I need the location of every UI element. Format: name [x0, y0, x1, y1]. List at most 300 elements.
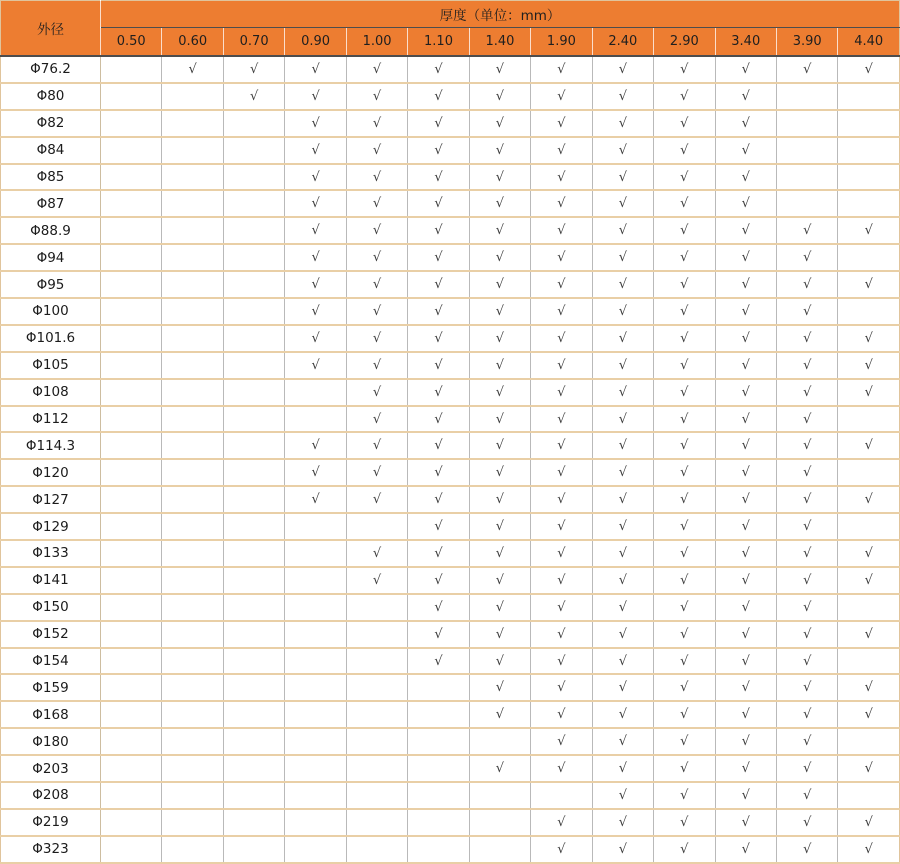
availability-check: √ [285, 271, 346, 298]
availability-empty [223, 325, 284, 352]
availability-check: √ [346, 190, 407, 217]
availability-empty [101, 836, 162, 863]
availability-check: √ [715, 217, 776, 244]
diameter-cell: Φ323 [1, 836, 101, 863]
availability-empty [223, 190, 284, 217]
availability-empty [101, 379, 162, 406]
availability-check: √ [776, 56, 837, 83]
availability-empty [101, 809, 162, 836]
availability-empty [101, 648, 162, 675]
availability-check: √ [285, 164, 346, 191]
table-row [1, 648, 900, 675]
availability-check: √ [715, 352, 776, 379]
availability-empty [223, 271, 284, 298]
diameter-cell: Φ114.3 [1, 432, 101, 459]
availability-check: √ [346, 459, 407, 486]
table-row [1, 137, 900, 164]
availability-check: √ [162, 56, 223, 83]
availability-empty [223, 459, 284, 486]
availability-check: √ [531, 567, 592, 594]
availability-check: √ [838, 352, 900, 379]
availability-check: √ [592, 540, 653, 567]
availability-check: √ [469, 540, 530, 567]
availability-check: √ [592, 244, 653, 271]
availability-check: √ [776, 594, 837, 621]
availability-check: √ [776, 432, 837, 459]
availability-check: √ [346, 56, 407, 83]
column-header-1.40: 1.40 [469, 28, 530, 57]
availability-check: √ [408, 621, 469, 648]
availability-empty [162, 486, 223, 513]
table-row [1, 217, 900, 244]
availability-check: √ [715, 648, 776, 675]
availability-check: √ [469, 244, 530, 271]
availability-check: √ [592, 137, 653, 164]
availability-empty [469, 728, 530, 755]
availability-check: √ [592, 782, 653, 809]
table-row [1, 432, 900, 459]
availability-check: √ [408, 110, 469, 137]
availability-empty [223, 809, 284, 836]
availability-check: √ [838, 432, 900, 459]
availability-empty [223, 540, 284, 567]
availability-check: √ [408, 513, 469, 540]
availability-empty [285, 782, 346, 809]
availability-check: √ [592, 728, 653, 755]
table-row [1, 728, 900, 755]
availability-check: √ [715, 594, 776, 621]
availability-check: √ [408, 298, 469, 325]
availability-check: √ [469, 271, 530, 298]
availability-check: √ [531, 379, 592, 406]
availability-empty [101, 271, 162, 298]
availability-check: √ [531, 325, 592, 352]
availability-empty [223, 486, 284, 513]
availability-check: √ [285, 432, 346, 459]
table-row [1, 701, 900, 728]
availability-check: √ [715, 432, 776, 459]
availability-check: √ [531, 352, 592, 379]
table-row [1, 836, 900, 863]
diameter-cell: Φ85 [1, 164, 101, 191]
availability-check: √ [776, 459, 837, 486]
availability-check: √ [838, 674, 900, 701]
availability-check: √ [776, 379, 837, 406]
table-row [1, 379, 900, 406]
availability-check: √ [715, 513, 776, 540]
availability-check: √ [469, 325, 530, 352]
availability-check: √ [592, 432, 653, 459]
availability-check: √ [469, 406, 530, 433]
table-row [1, 56, 900, 83]
availability-empty [223, 110, 284, 137]
diameter-cell: Φ154 [1, 648, 101, 675]
availability-empty [223, 621, 284, 648]
availability-check: √ [776, 325, 837, 352]
availability-empty [223, 513, 284, 540]
availability-check: √ [715, 459, 776, 486]
availability-check: √ [654, 674, 715, 701]
availability-empty [838, 782, 900, 809]
availability-check: √ [469, 352, 530, 379]
availability-empty [838, 298, 900, 325]
availability-check: √ [776, 217, 837, 244]
availability-check: √ [715, 379, 776, 406]
diameter-cell: Φ203 [1, 755, 101, 782]
availability-check: √ [592, 190, 653, 217]
availability-check: √ [531, 486, 592, 513]
availability-check: √ [838, 379, 900, 406]
table-row [1, 83, 900, 110]
table-row [1, 594, 900, 621]
availability-empty [101, 728, 162, 755]
availability-check: √ [776, 406, 837, 433]
availability-check: √ [469, 674, 530, 701]
availability-empty [223, 648, 284, 675]
availability-check: √ [531, 836, 592, 863]
availability-check: √ [285, 110, 346, 137]
availability-check: √ [715, 836, 776, 863]
availability-empty [162, 621, 223, 648]
availability-empty [223, 836, 284, 863]
availability-check: √ [285, 459, 346, 486]
availability-empty [838, 406, 900, 433]
availability-check: √ [715, 486, 776, 513]
availability-check: √ [654, 406, 715, 433]
availability-check: √ [776, 513, 837, 540]
table-row [1, 271, 900, 298]
availability-check: √ [408, 137, 469, 164]
availability-check: √ [654, 809, 715, 836]
availability-check: √ [469, 567, 530, 594]
availability-check: √ [469, 594, 530, 621]
availability-empty [469, 782, 530, 809]
availability-check: √ [592, 674, 653, 701]
availability-empty [162, 190, 223, 217]
availability-empty [101, 755, 162, 782]
availability-empty [101, 164, 162, 191]
availability-check: √ [408, 567, 469, 594]
availability-empty [223, 432, 284, 459]
table-body [1, 56, 900, 863]
availability-check: √ [592, 836, 653, 863]
diameter-cell: Φ82 [1, 110, 101, 137]
availability-empty [162, 325, 223, 352]
availability-check: √ [654, 164, 715, 191]
availability-check: √ [838, 271, 900, 298]
availability-check: √ [285, 298, 346, 325]
availability-empty [101, 110, 162, 137]
availability-empty [838, 190, 900, 217]
availability-check: √ [469, 701, 530, 728]
availability-check: √ [776, 271, 837, 298]
availability-check: √ [838, 567, 900, 594]
availability-check: √ [654, 217, 715, 244]
availability-empty [162, 459, 223, 486]
availability-check: √ [715, 755, 776, 782]
availability-empty [346, 701, 407, 728]
availability-empty [346, 594, 407, 621]
availability-check: √ [654, 56, 715, 83]
availability-check: √ [715, 298, 776, 325]
availability-check: √ [285, 137, 346, 164]
availability-empty [223, 406, 284, 433]
availability-check: √ [592, 352, 653, 379]
availability-check: √ [285, 190, 346, 217]
availability-check: √ [469, 217, 530, 244]
availability-check: √ [654, 83, 715, 110]
availability-check: √ [408, 164, 469, 191]
availability-empty [162, 110, 223, 137]
table-row [1, 325, 900, 352]
diameter-cell: Φ152 [1, 621, 101, 648]
diameter-cell: Φ95 [1, 271, 101, 298]
availability-check: √ [776, 674, 837, 701]
availability-empty [346, 513, 407, 540]
availability-empty [162, 164, 223, 191]
availability-check: √ [469, 137, 530, 164]
availability-check: √ [531, 406, 592, 433]
table-row [1, 755, 900, 782]
availability-check: √ [776, 540, 837, 567]
availability-check: √ [531, 674, 592, 701]
column-header-1.90: 1.90 [531, 28, 592, 57]
availability-empty [162, 782, 223, 809]
availability-check: √ [776, 701, 837, 728]
availability-check: √ [838, 755, 900, 782]
availability-empty [776, 164, 837, 191]
availability-check: √ [408, 56, 469, 83]
availability-check: √ [531, 190, 592, 217]
availability-check: √ [838, 836, 900, 863]
availability-empty [162, 432, 223, 459]
availability-check: √ [654, 432, 715, 459]
availability-check: √ [715, 406, 776, 433]
availability-check: √ [654, 567, 715, 594]
availability-check: √ [346, 137, 407, 164]
column-header-3.40: 3.40 [715, 28, 776, 57]
availability-empty [469, 809, 530, 836]
availability-empty [285, 674, 346, 701]
availability-check: √ [469, 621, 530, 648]
diameter-cell: Φ105 [1, 352, 101, 379]
availability-empty [101, 217, 162, 244]
availability-check: √ [592, 406, 653, 433]
availability-empty [101, 298, 162, 325]
availability-check: √ [531, 217, 592, 244]
table-row [1, 540, 900, 567]
availability-check: √ [592, 110, 653, 137]
availability-check: √ [654, 782, 715, 809]
availability-check: √ [531, 244, 592, 271]
availability-check: √ [469, 56, 530, 83]
availability-check: √ [285, 352, 346, 379]
availability-check: √ [715, 621, 776, 648]
availability-empty [162, 379, 223, 406]
availability-check: √ [469, 83, 530, 110]
availability-check: √ [408, 406, 469, 433]
availability-check: √ [715, 325, 776, 352]
availability-check: √ [776, 648, 837, 675]
availability-empty [346, 755, 407, 782]
availability-check: √ [531, 755, 592, 782]
availability-check: √ [346, 298, 407, 325]
table-row [1, 459, 900, 486]
availability-empty [285, 836, 346, 863]
availability-check: √ [408, 432, 469, 459]
availability-empty [223, 701, 284, 728]
availability-check: √ [654, 110, 715, 137]
header-row-columns [1, 28, 900, 57]
availability-check: √ [469, 648, 530, 675]
availability-empty [776, 137, 837, 164]
availability-check: √ [776, 782, 837, 809]
availability-check: √ [776, 728, 837, 755]
availability-empty [101, 594, 162, 621]
availability-empty [223, 755, 284, 782]
availability-empty [346, 648, 407, 675]
availability-empty [776, 110, 837, 137]
availability-check: √ [715, 674, 776, 701]
diameter-cell: Φ94 [1, 244, 101, 271]
diameter-cell: Φ88.9 [1, 217, 101, 244]
availability-check: √ [592, 271, 653, 298]
availability-empty [223, 379, 284, 406]
availability-empty [101, 486, 162, 513]
availability-check: √ [654, 594, 715, 621]
availability-check: √ [346, 540, 407, 567]
availability-check: √ [285, 217, 346, 244]
availability-check: √ [531, 271, 592, 298]
availability-empty [223, 244, 284, 271]
availability-check: √ [715, 540, 776, 567]
availability-check: √ [654, 352, 715, 379]
availability-empty [162, 648, 223, 675]
availability-check: √ [531, 540, 592, 567]
availability-check: √ [346, 325, 407, 352]
availability-empty [101, 701, 162, 728]
availability-check: √ [469, 110, 530, 137]
diameter-cell: Φ112 [1, 406, 101, 433]
availability-empty [162, 836, 223, 863]
availability-check: √ [346, 110, 407, 137]
availability-empty [162, 137, 223, 164]
availability-empty [223, 298, 284, 325]
availability-empty [162, 217, 223, 244]
availability-check: √ [592, 298, 653, 325]
availability-check: √ [469, 755, 530, 782]
diameter-cell: Φ87 [1, 190, 101, 217]
availability-check: √ [223, 83, 284, 110]
table-row [1, 674, 900, 701]
availability-check: √ [531, 432, 592, 459]
table-row [1, 513, 900, 540]
column-header-0.70: 0.70 [223, 28, 284, 57]
availability-check: √ [654, 244, 715, 271]
header-row-top [1, 1, 900, 28]
diameter-cell: Φ219 [1, 809, 101, 836]
availability-empty [223, 217, 284, 244]
availability-check: √ [408, 271, 469, 298]
outer-diameter-header: 外径 [1, 1, 101, 57]
availability-check: √ [469, 298, 530, 325]
table-row [1, 809, 900, 836]
availability-check: √ [776, 836, 837, 863]
availability-check: √ [531, 298, 592, 325]
diameter-cell: Φ80 [1, 83, 101, 110]
availability-check: √ [654, 540, 715, 567]
availability-check: √ [715, 137, 776, 164]
availability-empty [162, 83, 223, 110]
availability-check: √ [285, 83, 346, 110]
availability-check: √ [654, 648, 715, 675]
availability-check: √ [838, 325, 900, 352]
availability-check: √ [531, 594, 592, 621]
column-header-2.90: 2.90 [654, 28, 715, 57]
availability-check: √ [715, 567, 776, 594]
availability-check: √ [469, 486, 530, 513]
availability-empty [285, 540, 346, 567]
availability-check: √ [346, 83, 407, 110]
availability-check: √ [408, 352, 469, 379]
availability-empty [162, 674, 223, 701]
availability-check: √ [654, 190, 715, 217]
availability-check: √ [531, 459, 592, 486]
availability-check: √ [654, 379, 715, 406]
table-row [1, 352, 900, 379]
availability-empty [162, 352, 223, 379]
availability-check: √ [531, 164, 592, 191]
availability-empty [285, 728, 346, 755]
availability-check: √ [223, 56, 284, 83]
availability-empty [101, 459, 162, 486]
table-row [1, 621, 900, 648]
column-header-0.90: 0.90 [285, 28, 346, 57]
diameter-cell: Φ168 [1, 701, 101, 728]
availability-empty [101, 406, 162, 433]
table-row [1, 244, 900, 271]
availability-empty [408, 755, 469, 782]
availability-empty [838, 244, 900, 271]
availability-check: √ [715, 728, 776, 755]
availability-check: √ [715, 701, 776, 728]
availability-empty [285, 406, 346, 433]
availability-check: √ [776, 298, 837, 325]
availability-empty [838, 164, 900, 191]
availability-check: √ [408, 325, 469, 352]
column-header-4.40: 4.40 [838, 28, 900, 57]
table-row [1, 298, 900, 325]
availability-empty [223, 137, 284, 164]
availability-check: √ [592, 621, 653, 648]
availability-check: √ [838, 540, 900, 567]
table-header [1, 1, 900, 57]
column-header-1.10: 1.10 [408, 28, 469, 57]
availability-check: √ [654, 137, 715, 164]
availability-check: √ [531, 83, 592, 110]
availability-check: √ [285, 325, 346, 352]
availability-empty [162, 728, 223, 755]
availability-empty [101, 432, 162, 459]
availability-check: √ [346, 244, 407, 271]
availability-check: √ [654, 728, 715, 755]
availability-check: √ [715, 190, 776, 217]
availability-check: √ [469, 379, 530, 406]
availability-check: √ [838, 217, 900, 244]
availability-empty [285, 594, 346, 621]
diameter-cell: Φ150 [1, 594, 101, 621]
availability-check: √ [531, 621, 592, 648]
